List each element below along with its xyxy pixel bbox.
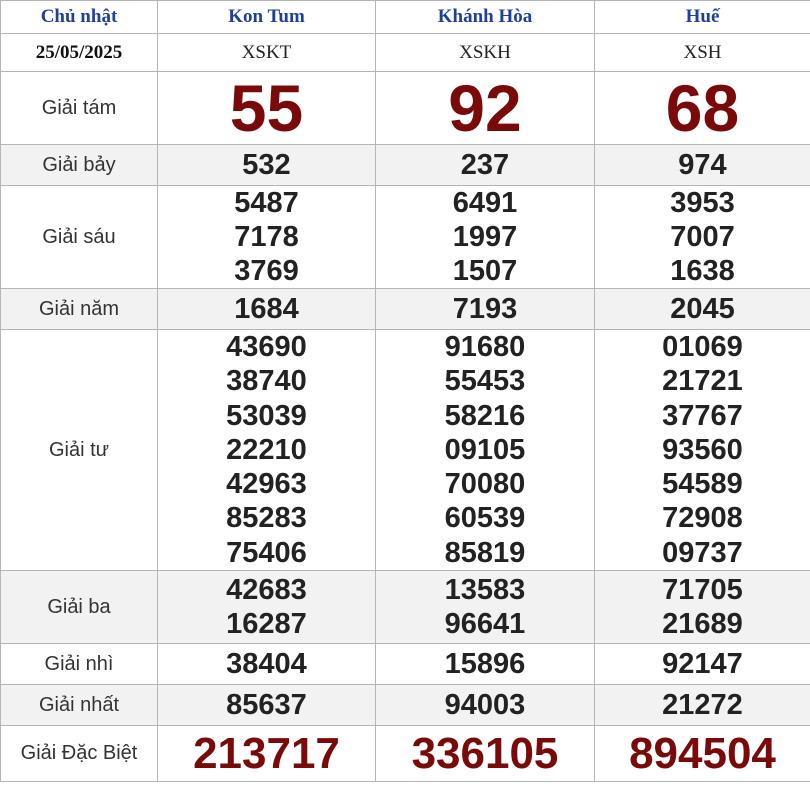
prize-number: 237 [460, 149, 510, 181]
prize-number: 96641 [444, 608, 526, 641]
prize-label: Giải nhì [1, 644, 158, 685]
prize-cell-kon-tum [158, 145, 376, 186]
prize-number: 68 [665, 71, 740, 145]
prize-number: 53039 [226, 399, 307, 432]
prize-label: Giải ba [1, 571, 158, 644]
prize-number: 974 [678, 149, 727, 181]
prize-number: 16287 [226, 608, 307, 641]
prize-cell-khanh-hoa [376, 726, 595, 782]
prize-cell-khanh-hoa [376, 289, 595, 330]
prize-label: Giải bảy [1, 145, 158, 186]
prize-label: Giải nhất [1, 685, 158, 726]
prize-number: 94003 [444, 689, 526, 722]
prize-cell-khanh-hoa [376, 145, 595, 186]
prize-number: 91680 [444, 331, 526, 363]
prize-number: 93560 [662, 433, 743, 466]
prize-number: 13583 [444, 574, 526, 607]
prize-number: 92 [448, 71, 522, 145]
prize-number: 21721 [662, 365, 743, 398]
prize-number: 213717 [193, 728, 340, 778]
prize-number: 7007 [670, 221, 735, 253]
prize-number: 2045 [670, 293, 735, 325]
prize-number: 1638 [670, 255, 735, 287]
prize-number: 43690 [226, 331, 307, 363]
prize-number: 3769 [234, 255, 299, 287]
prize-number: 85283 [226, 502, 307, 535]
codes-row [1, 34, 810, 72]
prize-cell-kon-tum [158, 726, 376, 782]
prize-label: Giải tám [1, 72, 158, 145]
code-kon-tum: XSKT [158, 34, 376, 72]
prize-number: 5487 [234, 187, 299, 219]
prize-cell-khanh-hoa [376, 571, 595, 644]
prize-number: 7178 [234, 221, 299, 253]
prize-cell-kon-tum [158, 186, 376, 289]
prize-cell-khanh-hoa [376, 186, 595, 289]
prize-cell-khanh-hoa [376, 330, 595, 571]
prize-number: 58216 [444, 399, 526, 432]
day-header: Chủ nhật [1, 1, 158, 34]
prize-row-giai-tam [1, 72, 810, 145]
prize-number: 01069 [662, 331, 743, 363]
code-khanh-hoa: XSKH [376, 34, 595, 72]
prize-cell-kon-tum [158, 289, 376, 330]
province-header-hue[interactable]: Huế [595, 1, 810, 34]
prize-number: 55 [229, 71, 304, 145]
prize-row-giai-tu [1, 330, 810, 571]
prize-number: 532 [242, 149, 291, 181]
prize-number: 60539 [444, 502, 526, 535]
prize-number: 15896 [444, 648, 526, 681]
prize-number: 22210 [226, 433, 307, 466]
prize-row-giai-sau [1, 186, 810, 289]
prize-number: 7193 [452, 293, 518, 325]
prize-number: 71705 [662, 574, 743, 607]
prize-number: 42683 [226, 574, 307, 607]
province-header-khanh-hoa[interactable]: Khánh Hòa [376, 1, 595, 34]
prize-number: 1997 [452, 221, 518, 253]
prize-number: 85819 [444, 536, 526, 569]
prize-row-giai-bay [1, 145, 810, 186]
draw-date: 25/05/2025 [1, 34, 158, 72]
prize-number: 21272 [662, 689, 743, 722]
prize-number: 38740 [226, 365, 307, 398]
prize-number: 336105 [411, 728, 559, 778]
prize-row-giai-dac-biet [1, 726, 810, 782]
prize-cell-hue [595, 186, 810, 289]
prize-number: 72908 [662, 502, 743, 535]
prize-cell-hue [595, 72, 810, 145]
prize-cell-khanh-hoa [376, 644, 595, 685]
prize-number: 42963 [226, 468, 307, 501]
prize-cell-hue [595, 685, 810, 726]
prize-cell-kon-tum [158, 685, 376, 726]
prize-number: 54589 [662, 468, 743, 501]
prize-cell-kon-tum [158, 571, 376, 644]
prize-number: 1684 [234, 293, 299, 325]
prize-row-giai-ba [1, 571, 810, 644]
prize-row-giai-nhi [1, 644, 810, 685]
prize-number: 85637 [226, 689, 307, 722]
prize-label: Giải sáu [1, 186, 158, 289]
prize-cell-hue [595, 571, 810, 644]
prize-number: 09737 [662, 536, 743, 569]
prize-cell-hue [595, 726, 810, 782]
prize-number: 92147 [662, 648, 743, 681]
prize-number: 1507 [452, 255, 518, 287]
prize-cell-hue [595, 644, 810, 685]
prize-cell-hue [595, 145, 810, 186]
prize-label: Giải tư [1, 330, 158, 571]
prize-cell-khanh-hoa [376, 72, 595, 145]
prize-number: 21689 [662, 608, 743, 641]
prize-number: 894504 [629, 728, 776, 778]
prize-cell-kon-tum [158, 330, 376, 571]
header-row [1, 1, 810, 34]
prize-cell-hue [595, 330, 810, 571]
prize-row-giai-nhat [1, 685, 810, 726]
prize-label: Giải năm [1, 289, 158, 330]
prize-cell-kon-tum [158, 644, 376, 685]
prize-cell-khanh-hoa [376, 685, 595, 726]
prize-number: 3953 [670, 187, 735, 219]
code-hue: XSH [595, 34, 810, 72]
prize-number: 37767 [662, 399, 743, 432]
prize-number: 55453 [444, 365, 526, 398]
province-header-kon-tum[interactable]: Kon Tum [158, 1, 376, 34]
prize-number: 6491 [452, 187, 518, 219]
prize-cell-hue [595, 289, 810, 330]
prize-number: 09105 [444, 433, 526, 466]
prize-number: 70080 [444, 468, 526, 501]
prize-label: Giải Đặc Biệt [1, 726, 158, 782]
prize-row-giai-nam [1, 289, 810, 330]
prize-cell-kon-tum [158, 72, 376, 145]
prize-number: 38404 [226, 648, 307, 681]
prize-number: 75406 [226, 536, 307, 569]
